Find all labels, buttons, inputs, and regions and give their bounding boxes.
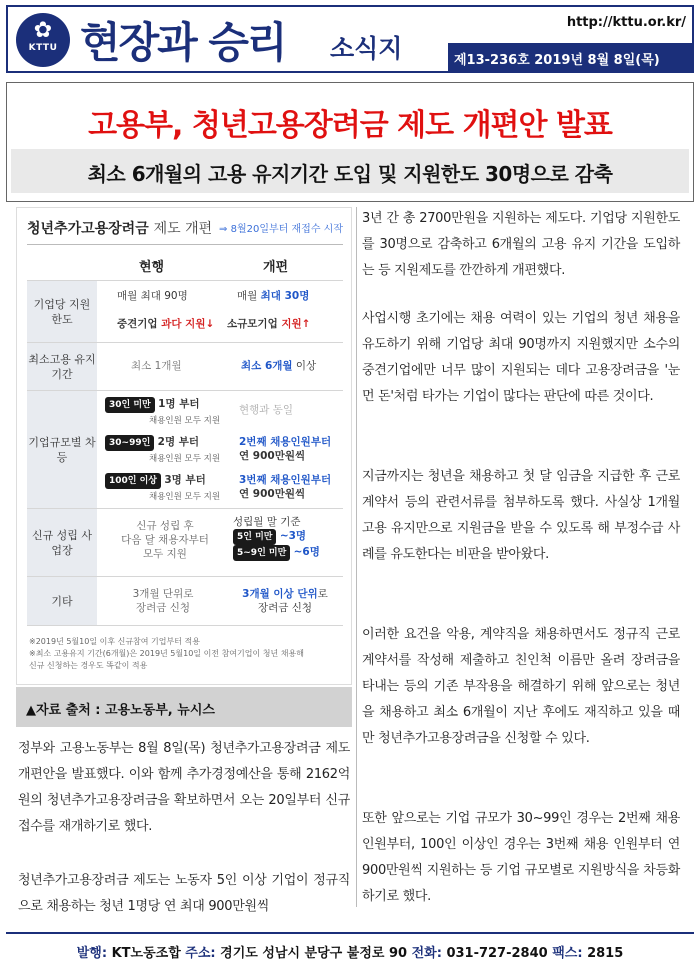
tier-new-a: 2번째 채용인원부터 <box>239 436 332 448</box>
cell-new-retention <box>241 359 316 373</box>
tier-current-main: 2명 부터 <box>157 436 200 448</box>
tier-new-2 <box>239 435 331 463</box>
cell-midsize-a: 중견기업 <box>117 318 158 330</box>
body-paragraph: 이러한 요건을 악용, 계약직을 채용하면서도 정규직 근로계약서를 작성해 제출하고 친인척 이름만 올려 장려금을 타내는 등의 기존 부작용을 해결하기 위해 앞으로는 청년을 채용하고 최소 6개월이 지난 후에도 재직하고 있을 때만 청년추가고용장려금을 신청할 수 있다. <box>362 627 680 746</box>
cell-current-midsize <box>117 317 214 331</box>
row-label: 최소고용 유지기간 <box>27 343 97 390</box>
footer-key: 주소: <box>185 946 216 961</box>
tier-pill: 30인 미만 <box>105 397 155 413</box>
body-paragraph: 지금까지는 청년을 채용하고 첫 달 임금을 지급한 후 근로계약서 등의 관련서류를 첨부하도록 했다. 사실상 1개월 고용 유지만으로 지원금을 받을 수 있도록 해 부정수급 사례를 유도한다는 비판을 받아왔다. <box>362 469 680 562</box>
issue-info: 제13-236호 2019년 8월 8일(목) <box>448 43 694 71</box>
headline: 고용부, 청년고용장려금 제도 개편안 발표 <box>88 108 612 143</box>
tier-pill: 100인 이상 <box>105 473 161 489</box>
graphic-divider <box>27 244 343 245</box>
cell-new-limit-b: 최대 30명 <box>260 290 310 302</box>
tier-new-b: 연 900만원씩 <box>239 488 306 500</box>
cell-small-a: 소규모기업 <box>227 318 278 330</box>
site-url[interactable]: http://kttu.or.kr/ <box>566 15 686 30</box>
cell-new-retention-a: 최소 6개월 <box>241 360 293 372</box>
body-paragraph: 정부와 고용노동부는 8월 8일(목) 청년추가고용장려금 제도 개편안을 발표했다. 이와 함께 추가경정예산을 통해 2162억 원의 청년추가고용장려금을 확보하면서 오는 20일부터 신규 접수를 재개하기로 했다. <box>18 741 350 834</box>
logo-text: KTTU <box>28 43 58 53</box>
tier-new-b: 연 900만원씩 <box>239 450 306 462</box>
row-limit <box>27 280 343 342</box>
row-label: 기타 <box>27 577 97 625</box>
subtitle: 최소 6개월의 고용 유지기간 도입 및 지원한도 30명으로 감축 <box>87 162 613 186</box>
row-other <box>27 576 343 626</box>
tier-current-main: 3명 부터 <box>164 474 206 486</box>
nb-cur-2: 다음 달 채용자부터 <box>121 534 209 546</box>
reform-graphic <box>16 207 352 685</box>
cell-current-other <box>123 587 203 615</box>
cell-new-new-business <box>233 515 320 561</box>
row-label: 기업당 지원 한도 <box>27 281 97 342</box>
subtitle-bar <box>11 149 689 193</box>
body-paragraph: 3년 간 총 2700만원을 지원하는 제도다. 기업당 지원한도를 30명으로 감축하고 6개월의 고용 유지 기간을 도입하는 등 지원제도를 깐깐하게 개편했다. <box>362 211 680 278</box>
footer-value: 경기도 성남시 분당구 불정로 90 <box>220 946 408 961</box>
tier-current-sub: 채용인원 모두 지원 <box>149 492 221 502</box>
headline-box <box>6 82 694 202</box>
tier-current-3 <box>105 473 220 504</box>
tier-new-a: 3번째 채용인원부터 <box>239 474 332 486</box>
cell-midsize-b: 과다 지원↓ <box>161 318 215 330</box>
tier-current-1 <box>105 397 220 428</box>
cell-current-new-business <box>115 519 215 561</box>
nb-cur-3: 모두 지원 <box>143 548 187 560</box>
row-size-tier <box>27 390 343 508</box>
other-new-1b: 로 <box>317 588 328 600</box>
footer-value: 031-727-2840 <box>446 946 548 961</box>
footnote: ※최소 고용유지 기간(6개월)은 2019년 5월10일 이전 참여기업이 청년 채용해 <box>29 649 304 658</box>
col-current-header: 현행 <box>139 260 165 275</box>
footer-key: 발행: <box>76 946 108 961</box>
cell-small-b: 지원↑ <box>281 318 311 330</box>
other-cur-1: 3개월 단위로 <box>132 588 194 600</box>
newsletter-brand-sub: 소식지 <box>330 34 403 63</box>
graphic-footnotes <box>29 636 345 672</box>
graphic-title <box>27 218 212 238</box>
tier-current-2 <box>105 435 220 466</box>
tier-pill: 30~99인 <box>105 435 154 451</box>
cell-current-limit: 매월 최대 90명 <box>117 290 188 302</box>
newsletter-brand: 현장과 승리 <box>80 18 286 67</box>
tier-current-sub: 채용인원 모두 지원 <box>149 454 221 464</box>
cell-current-retention: 최소 1개월 <box>131 360 182 372</box>
other-new-2: 장려금 신청 <box>257 602 313 614</box>
footnote: 신규 신청하는 경우도 똑같이 적용 <box>29 661 148 670</box>
graphic-title-suffix: 제도 개편 <box>153 221 213 237</box>
tier-current-main: 1명 부터 <box>158 398 200 410</box>
row-new-business <box>27 508 343 576</box>
tier-current-sub: 채용인원 모두 지원 <box>149 416 221 426</box>
masthead <box>6 5 694 73</box>
row-label: 기업규모별 차등 <box>27 391 97 508</box>
nb-new-title: 성립월 말 기준 <box>233 516 301 528</box>
nb-pill: 5인 미만 <box>233 529 276 545</box>
flower-icon: ✿ <box>33 18 53 43</box>
graphic-title-main: 청년추가고용장려금 <box>27 221 149 237</box>
cell-new-limit-a: 매월 <box>237 290 258 302</box>
nb-value: ~3명 <box>279 530 307 542</box>
cell-new-limit <box>237 289 309 303</box>
graphic-caption: ▲자료 출처 : 고용노동부, 뉴시스 <box>16 687 352 727</box>
masthead-info <box>448 7 694 71</box>
row-retention <box>27 342 343 390</box>
nb-pill: 5~9인 미만 <box>233 545 290 561</box>
body-paragraph: 청년추가고용장려금 제도는 노동자 5인 이상 기업이 정규직으로 채용하는 청년 1명당 연 최대 900만원씩 <box>18 873 350 914</box>
union-logo <box>16 13 70 67</box>
footer-key: 전화: <box>411 946 442 961</box>
nb-value: ~6명 <box>293 546 320 558</box>
cell-new-other <box>227 587 343 615</box>
footnote: ※2019년 5월10일 이후 신규참여 기업부터 적용 <box>29 637 200 646</box>
body-paragraph: 사업시행 초기에는 채용 여력이 있는 기업의 청년 채용을 유도하기 위해 기업당 최대 90명까지 지원했지만 소수의 중견기업에만 너무 많이 지원되는 데다 고용장려금을 '눈먼 돈'처럼 타가는 기업이 많다는 판단에 따른 것이다. <box>362 311 680 404</box>
footer-value: KT노동조합 <box>111 946 181 961</box>
column-divider <box>356 207 357 907</box>
tier-new-3 <box>239 473 331 501</box>
graphic-note: ⇒ 8월20일부터 재접수 시작 <box>219 224 343 235</box>
footer-publisher <box>0 942 700 961</box>
footer-value: 2815 <box>587 946 624 961</box>
other-new-1a: 3개월 이상 단위 <box>242 588 318 600</box>
footer-rule <box>6 932 694 934</box>
footer-key: 팩스: <box>552 946 583 961</box>
other-cur-2: 장려금 신청 <box>135 602 191 614</box>
row-label: 신규 성립 사업장 <box>27 509 97 576</box>
cell-new-small <box>227 317 310 331</box>
col-new-header: 개편 <box>263 260 289 275</box>
nb-cur-1: 신규 성립 후 <box>136 520 194 532</box>
body-paragraph: 또한 앞으로는 기업 규모가 30~99인 경우는 2번째 채용 인원부터, 100인 이상인 경우는 3번째 채용 인원부터 연 900만원씩 지원하는 등 기업 규모별로 지원방식을 차등화하기로 했다. <box>362 811 680 904</box>
cell-new-retention-b: 이상 <box>295 360 317 372</box>
tier-new-1: 현행과 동일 <box>239 404 294 416</box>
